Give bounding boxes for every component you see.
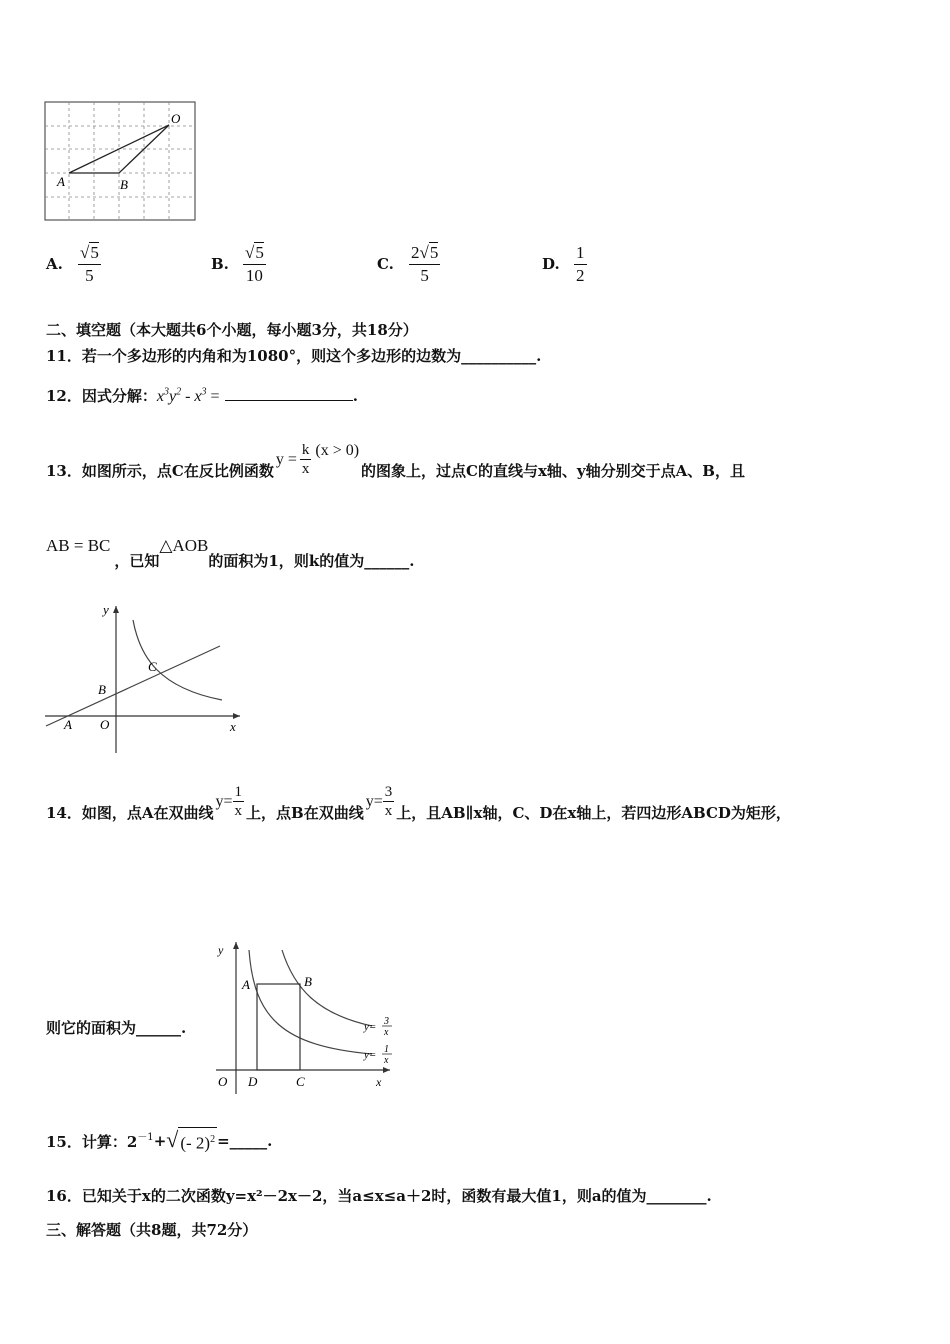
q15-plus: + (153, 1132, 167, 1151)
option-c[interactable] (377, 238, 440, 290)
rectangle-abcd (257, 984, 300, 1070)
curve-1-over-x (249, 950, 372, 1054)
fig13-label-x: x (230, 719, 236, 734)
q14-line2: 则它的面积为______. (46, 1019, 187, 1037)
q13-ab-bc: AB = BC (46, 536, 111, 555)
q16-text: 16．已知关于x的二次函数y=x²－2x－2，当a≤x≤a＋2时，函数有最大值1，则a的值为________. (46, 1187, 712, 1205)
fig13-label-c: C (148, 659, 157, 674)
section2-heading: 二、填空题（本大题共6个小题，每小题3分，共18分） (46, 321, 418, 339)
q15-radical: √ (- 2)$^2$ (166, 1127, 217, 1156)
figure-14 (212, 938, 404, 1094)
figure-13 (40, 598, 250, 758)
q13-suffix: 的图象上，过点C的直线与x轴、y轴分别交于点A、B，且 (361, 462, 745, 480)
section3-heading: 三、解答题（共8题，共72分） (46, 1221, 258, 1239)
fig13-label-b: B (98, 682, 106, 697)
fig13-label-o: O (100, 717, 110, 732)
fig14-curve3-num: 3 (384, 1016, 389, 1027)
q15-prefix: 15．计算：2 (46, 1132, 138, 1151)
q14-curve3: y= $\frac{3}{x}$ (365, 784, 393, 819)
fig14-label-x: x (376, 1075, 382, 1089)
line-abc (46, 646, 220, 726)
option-d[interactable] (542, 238, 587, 290)
option-c-letter: C. (377, 255, 394, 273)
q14-mid: 上，点B在双曲线 (246, 804, 364, 822)
q13-known: ，已知 (114, 552, 160, 570)
q12-answer-blank[interactable] (225, 386, 353, 401)
option-a-letter: A. (46, 255, 63, 273)
option-a-fraction: $\frac{√5}{5}$ (80, 242, 99, 285)
fig14-label-c: C (296, 1074, 305, 1089)
q12-expression: $x^3y^2 - x^3$ = (156, 386, 220, 405)
q15-suffix: =_____. (217, 1132, 273, 1151)
option-b-fraction: $\frac{√5}{10}$ (245, 242, 264, 285)
fig14-curve1-label: y= (364, 1049, 377, 1061)
option-d-letter: D. (542, 255, 560, 273)
q13-prefix: 13．如图所示，点C在反比例函数 (46, 462, 274, 480)
option-c-fraction: $\frac{2√5}{5}$ (411, 242, 439, 285)
option-d-fraction: $\frac{1}{2}$ (576, 242, 585, 285)
q13-question: 的面积为1，则k的值为______. (208, 552, 415, 570)
fig14-curve3-label: y= (364, 1021, 377, 1033)
fig14-curve1-num: 1 (384, 1044, 389, 1055)
q14-prefix: 14．如图，点A在双曲线 (46, 804, 214, 822)
fig13-label-y: y (103, 602, 109, 617)
q14-suffix: 上，且AB∥x轴，C、D在x轴上，若四边形ABCD为矩形， (396, 804, 791, 822)
fig14-label-a: A (242, 977, 250, 992)
curve-3-over-x (282, 950, 372, 1026)
q13-line2 (46, 536, 414, 571)
option-a[interactable] (46, 238, 101, 290)
q15-exp: －1 (137, 1131, 154, 1143)
q11-text: 11．若一个多边形的内角和为1080°，则这个多边形的边数为__________. (46, 347, 542, 365)
q12: 12．因式分解：$x^3y^2 - x^3$ = . (46, 386, 359, 405)
option-b-letter: B. (211, 255, 229, 273)
fig13-label-a: A (64, 717, 72, 732)
label-a: A (57, 174, 65, 189)
grid-figure (44, 101, 198, 223)
fig14-curve3-den: x (384, 1027, 389, 1038)
hyperbola-curve (133, 620, 222, 700)
fig14-label-y: y (218, 943, 224, 957)
fig14-label-o: O (218, 1074, 228, 1089)
label-o: O (171, 111, 181, 126)
q15 (46, 1127, 272, 1156)
fig14-label-d: D (248, 1074, 258, 1089)
q13-function: y = $\frac{k}{x}$ (x > 0) (275, 441, 360, 477)
q13-line1 (46, 438, 745, 481)
fig14-label-b: B (304, 974, 312, 989)
fig14-curve1-den: x (384, 1055, 389, 1066)
q14-curve1: y= $\frac{1}{x}$ (215, 784, 243, 819)
q12-prefix: 12．因式分解： (46, 387, 157, 405)
q13-triangle: △AOB (159, 536, 209, 555)
q14-line1 (46, 780, 791, 823)
option-b[interactable] (211, 238, 266, 290)
label-b: B (120, 177, 128, 192)
